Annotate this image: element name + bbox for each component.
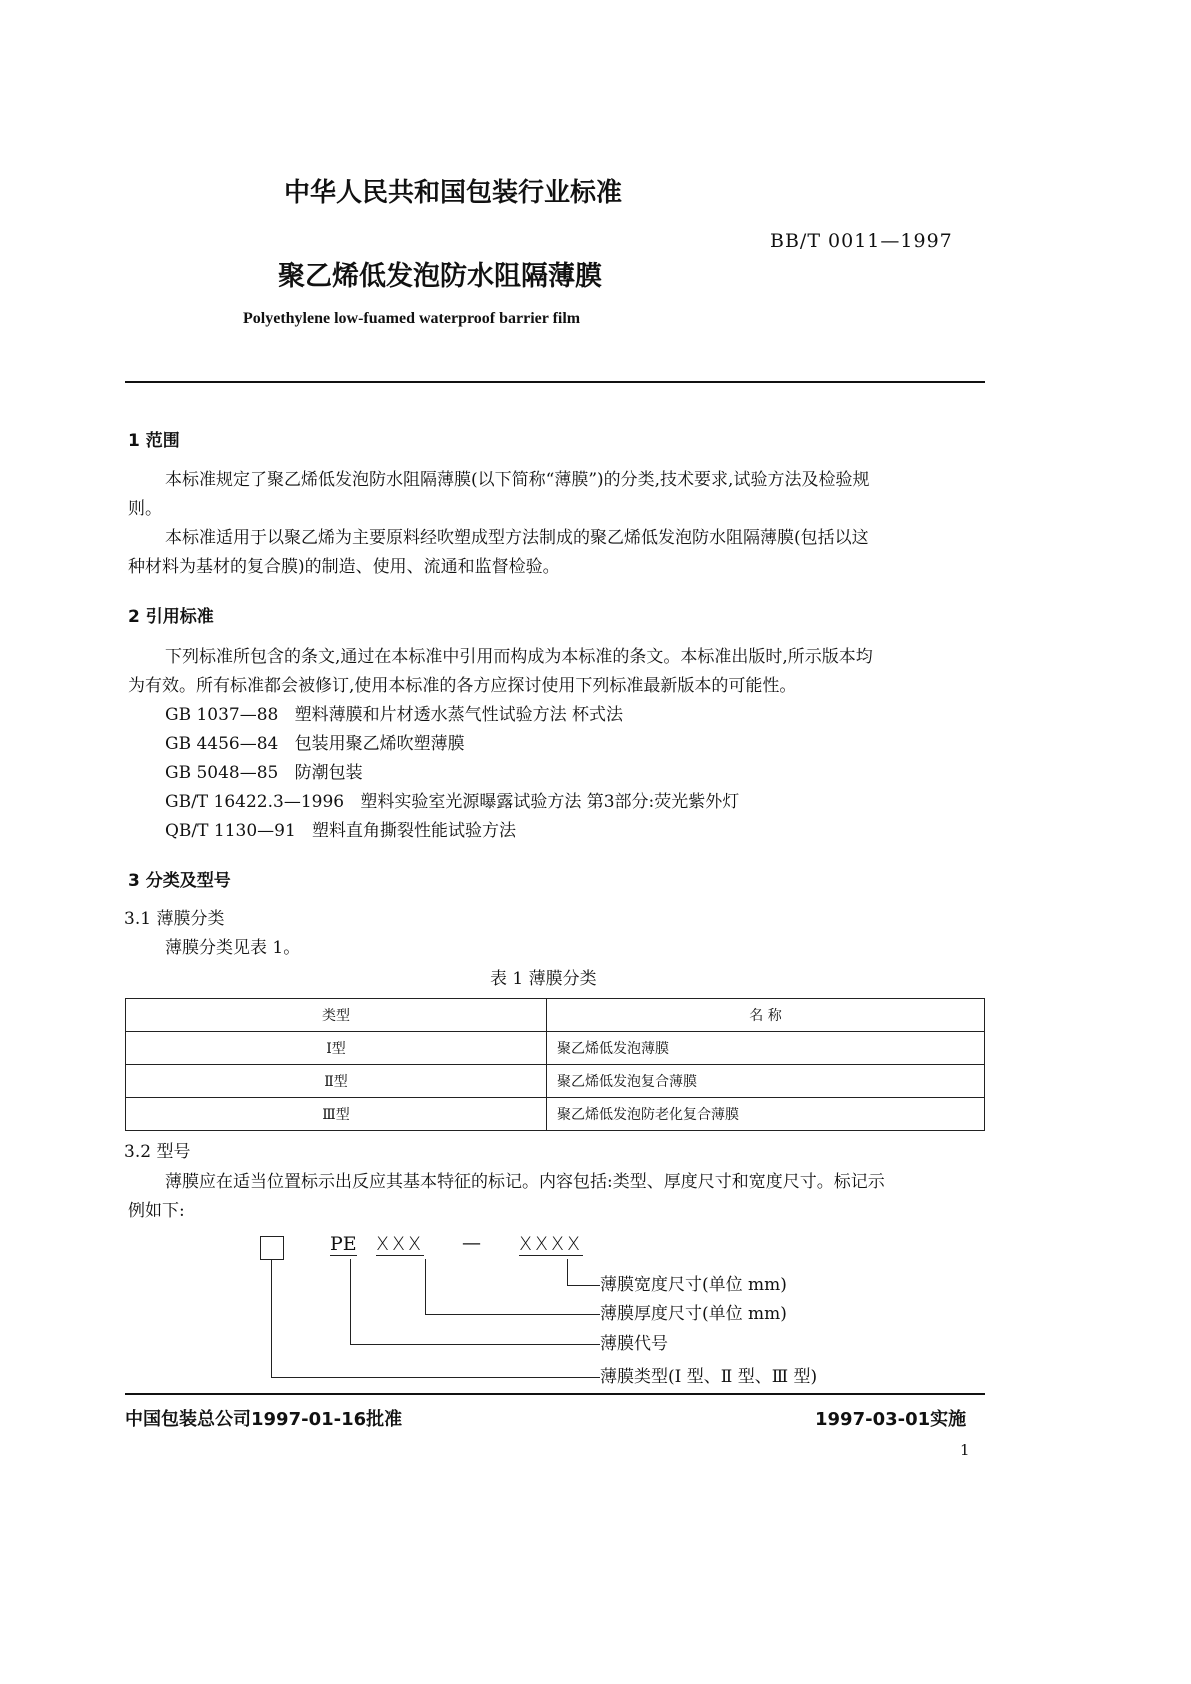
table-cell: 聚乙烯低发泡薄膜 <box>547 1032 985 1065</box>
paragraph: 为有效。所有标准都会被修订,使用本标准的各方应探讨使用下列标准最新版本的可能性。 <box>128 676 797 696</box>
effective-note: 1997-03-01实施 <box>815 1409 967 1430</box>
reference-item <box>165 701 623 730</box>
footer-rule <box>125 1393 985 1395</box>
org-title: 中华人民共和国包装行业标准 <box>284 178 623 208</box>
page-number: 1 <box>960 1441 970 1459</box>
table-cell: Ⅰ型 <box>126 1032 547 1065</box>
title-en: Polyethylene low-fuamed waterproof barrier film <box>243 310 581 327</box>
ref-title: 包装用聚乙烯吹塑薄膜 <box>294 734 465 754</box>
table-cell: Ⅱ型 <box>126 1065 547 1098</box>
header-cell: 类型 <box>126 999 547 1032</box>
table-header-row <box>126 999 985 1032</box>
table-caption: 表 1 薄膜分类 <box>490 969 597 989</box>
reference-item <box>165 817 516 846</box>
leader-line <box>271 1377 600 1378</box>
paragraph: 例如下: <box>128 1201 185 1221</box>
reference-item <box>165 730 465 759</box>
section-2-heading: 2 引用标准 <box>128 607 214 627</box>
ref-code: GB 4456—84 <box>165 734 279 754</box>
leader-line <box>350 1344 600 1345</box>
code-thickness: XXX <box>376 1233 425 1255</box>
table-cell: 聚乙烯低发泡复合薄膜 <box>547 1065 985 1098</box>
paragraph: 种材料为基材的复合膜)的制造、使用、流通和监督检验。 <box>128 557 560 577</box>
section-3-1-heading: 3.1 薄膜分类 <box>124 909 225 929</box>
type-box <box>260 1236 284 1260</box>
section-3-2-heading: 3.2 型号 <box>124 1142 191 1162</box>
diagram-label: 薄膜代号 <box>600 1334 668 1354</box>
paragraph: 本标准规定了聚乙烯低发泡防水阻隔薄膜(以下简称“薄膜”)的分类,技术要求,试验方法及检验规 <box>165 470 870 490</box>
ref-title: 塑料直角撕裂性能试验方法 <box>312 821 517 841</box>
title-cn: 聚乙烯低发泡防水阻隔薄膜 <box>278 261 602 292</box>
header-cell: 名 称 <box>547 999 985 1032</box>
ref-title: 塑料薄膜和片材透水蒸气性试验方法 杯式法 <box>294 705 623 725</box>
ref-title: 塑料实验室光源曝露试验方法 第3部分:荧光紫外灯 <box>360 792 740 812</box>
approval-note: 中国包装总公司1997-01-16批准 <box>125 1409 403 1430</box>
table-row <box>126 1032 985 1065</box>
diagram-label: 薄膜厚度尺寸(单位 mm) <box>600 1304 787 1324</box>
leader-line <box>271 1260 272 1378</box>
table-row <box>126 1065 985 1098</box>
code-pe: PE <box>330 1233 357 1255</box>
code-width: XXXX <box>519 1233 584 1255</box>
diagram-label: 薄膜类型(Ⅰ 型、Ⅱ 型、Ⅲ 型) <box>600 1367 818 1387</box>
table-row <box>126 1098 985 1131</box>
leader-line <box>567 1259 568 1286</box>
classification-table <box>125 998 985 1131</box>
section-3-heading: 3 分类及型号 <box>128 871 231 891</box>
ref-title: 防潮包装 <box>294 763 363 783</box>
leader-line <box>425 1259 426 1315</box>
ref-code: QB/T 1130—91 <box>165 821 296 841</box>
paragraph: 薄膜应在适当位置标示出反应其基本特征的标记。内容包括:类型、厚度尺寸和宽度尺寸。标记示 <box>165 1172 885 1192</box>
table-cell: 聚乙烯低发泡防老化复合薄膜 <box>547 1098 985 1131</box>
paragraph: 则。 <box>128 499 162 519</box>
leader-line <box>567 1285 600 1286</box>
leader-line <box>425 1314 600 1315</box>
section-1-heading: 1 范围 <box>128 431 180 451</box>
standard-number: BB/T 0011—1997 <box>770 230 953 252</box>
ref-code: GB 5048—85 <box>165 763 279 783</box>
paragraph: 下列标准所包含的条文,通过在本标准中引用而构成为本标准的条文。本标准出版时,所示版本均 <box>165 647 873 667</box>
paragraph: 本标准适用于以聚乙烯为主要原料经吹塑成型方法制成的聚乙烯低发泡防水阻隔薄膜(包括以这 <box>165 528 869 548</box>
ref-code: GB 1037—88 <box>165 705 279 725</box>
paragraph: 薄膜分类见表 1。 <box>165 938 301 958</box>
reference-item <box>165 788 739 817</box>
leader-line <box>350 1259 351 1345</box>
header-rule <box>125 381 985 383</box>
table-cell: Ⅲ型 <box>126 1098 547 1131</box>
reference-item <box>165 759 363 788</box>
code-dash: — <box>462 1232 481 1254</box>
ref-code: GB/T 16422.3—1996 <box>165 792 345 812</box>
diagram-label: 薄膜宽度尺寸(单位 mm) <box>600 1275 787 1295</box>
